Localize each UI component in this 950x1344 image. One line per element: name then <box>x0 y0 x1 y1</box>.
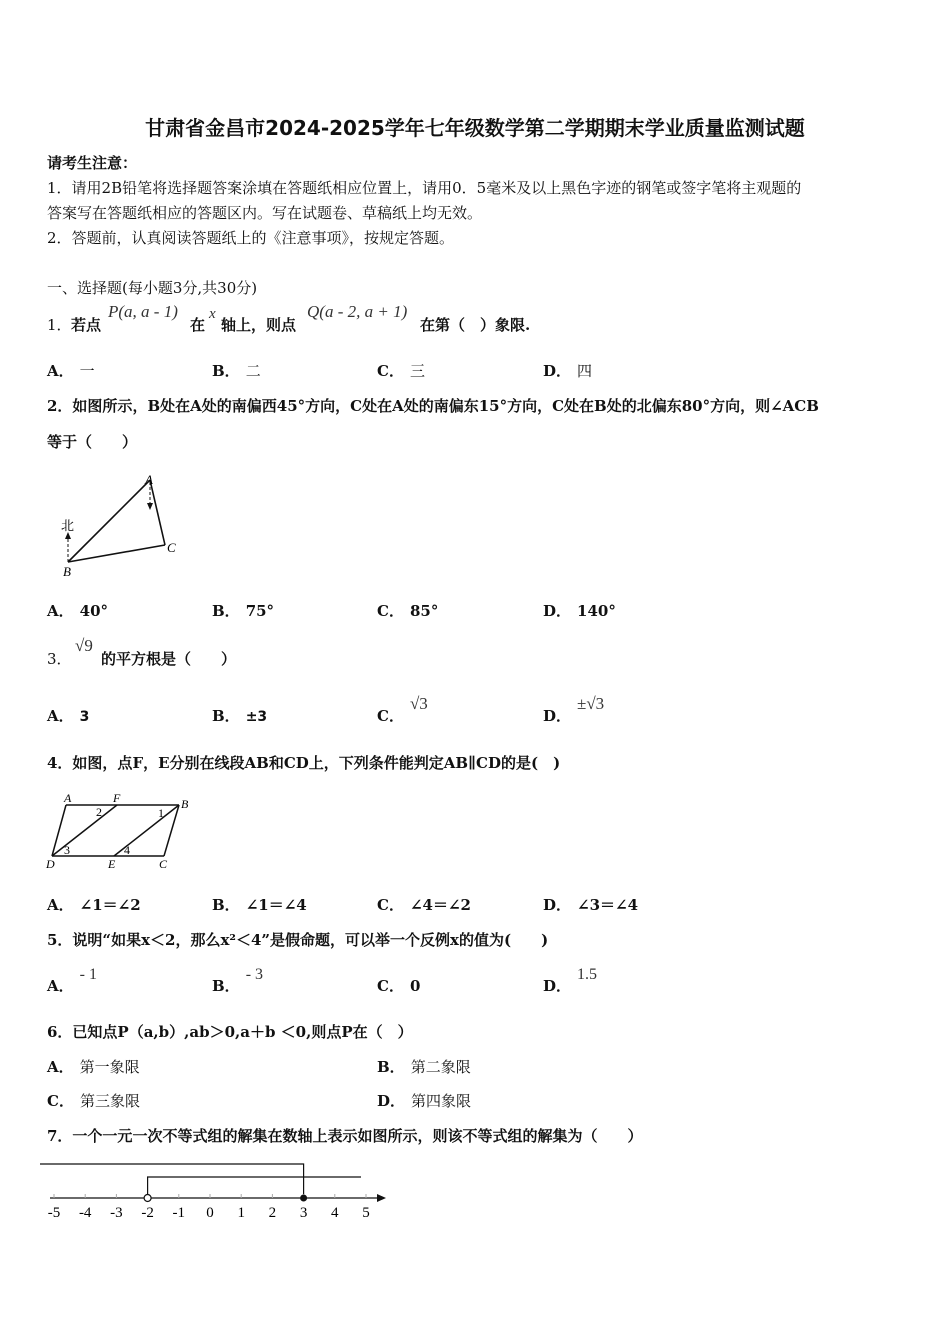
angle-2-label: 2 <box>96 805 102 819</box>
q3-option-c: C．√3 <box>377 694 428 725</box>
q4-option-b: B． ∠1＝∠4 <box>212 896 307 914</box>
q5-option-b: B．- 3 <box>212 966 264 995</box>
q3-number: 3． <box>47 650 72 668</box>
q1-option-c: C． 三 <box>377 362 425 380</box>
q1-number: 1． <box>47 316 72 334</box>
point-a-label: A <box>64 791 72 805</box>
segment-fd <box>52 805 117 856</box>
q5-option-d: D．1.5 <box>543 966 598 995</box>
section-heading: 一、选择题(每小题3分,共30分) <box>47 279 258 297</box>
q6-option-d: D． 第四象限 <box>377 1092 472 1110</box>
q6-text: 6．已知点P（a,b）,ab＞0,a＋b ＜0,则点P在（ ） <box>47 1023 413 1041</box>
angle-1-label: 1 <box>158 806 164 820</box>
q1-option-b: B． 二 <box>212 362 261 380</box>
q1-text-3: 轴上，则点 <box>221 316 297 334</box>
q1-option-d: D． 四 <box>543 362 593 380</box>
point-e-label: E <box>108 857 116 871</box>
q2-option-b: B． 75° <box>212 602 275 620</box>
axis-tick-label: -1 <box>172 1205 186 1221</box>
point-b-label: B <box>63 564 71 579</box>
point-d-label: D <box>46 857 55 871</box>
q4-option-d: D． ∠3＝∠4 <box>543 896 639 914</box>
q2-option-d: D． 140° <box>543 602 616 620</box>
q2-text-line-1: 2．如图所示，B处在A处的南偏西45°方向，C处在A处的南偏东15°方向，C处在B处的北偏东80°方向，则∠ACB <box>47 397 819 415</box>
q4-option-c: C． ∠4＝∠2 <box>377 896 471 914</box>
q6-option-a: A． 第一象限 <box>47 1058 140 1076</box>
notice-line-2: 2．答题前，认真阅读答题纸上的《注意事项》，按规定答题。 <box>47 229 455 247</box>
bracket-greater-than <box>148 1177 361 1194</box>
q1-text-2: 在 <box>190 316 206 334</box>
axis-tick-label: -3 <box>110 1205 123 1221</box>
q7-text: 7．一个一元一次不等式组的解集在数轴上表示如图所示，则该不等式组的解集为（ ） <box>47 1127 643 1145</box>
q4-text: 4．如图，点F，E分别在线段AB和CD上，下列条件能判定AB∥CD的是( ) <box>47 754 561 772</box>
q4-figure <box>44 790 204 872</box>
segment-bc <box>164 805 179 856</box>
q1-formula-q: Q(a - 2, a + 1) <box>307 302 408 321</box>
axis-tick-label: 3 <box>299 1205 308 1221</box>
closed-point <box>300 1195 307 1202</box>
q2-option-a: A． 40° <box>47 602 109 620</box>
axis-tick-label: 2 <box>268 1205 277 1221</box>
q5-option-a: A．- 1 <box>47 966 97 995</box>
axis-tick-label: -4 <box>78 1205 92 1221</box>
axis-tick-label: 1 <box>237 1205 245 1221</box>
point-b-label: B <box>181 797 189 811</box>
open-point <box>144 1195 151 1202</box>
q1-formula-p: P(a, a - 1) <box>108 302 178 321</box>
point-f-label: F <box>113 791 121 805</box>
point-c-label: C <box>167 540 176 555</box>
q2-option-c: C． 85° <box>377 602 439 620</box>
axis-tick-label: 5 <box>362 1205 370 1221</box>
q1-text-1: 若点 <box>71 316 102 334</box>
q2-text-line-2: 等于（ ） <box>47 433 138 451</box>
axis-tick-label: 4 <box>331 1205 339 1221</box>
q6-option-b: B． 第二象限 <box>377 1058 471 1076</box>
axis-tick-label: -5 <box>47 1205 61 1221</box>
south-arrow-icon <box>147 503 153 510</box>
axis-tick-label: -2 <box>141 1205 154 1221</box>
q7-number-line <box>40 1155 390 1225</box>
notice-line-1b: 答案写在答题纸相应的答题区内。写在试题卷、草稿纸上均无效。 <box>47 204 483 222</box>
q3-option-a: A． 3 <box>47 707 90 725</box>
q3-text: 的平方根是（ ） <box>101 650 237 668</box>
angle-3-label: 3 <box>64 843 70 857</box>
bracket-less-equal <box>40 1164 304 1194</box>
point-a-label: A <box>145 472 153 487</box>
q1-option-a: A． 一 <box>47 362 95 380</box>
q4-option-a: A． ∠1＝∠2 <box>47 896 141 914</box>
q2-figure <box>50 470 190 585</box>
q3-radical: √9 <box>75 636 93 655</box>
axis-arrow-icon <box>377 1194 386 1202</box>
notice-heading: 请考生注意： <box>47 154 138 172</box>
axis-tick-label: 0 <box>206 1205 214 1221</box>
north-label: 北 <box>61 518 75 533</box>
north-arrow-icon <box>65 532 71 539</box>
q5-option-c: C． 0 <box>377 977 421 995</box>
q6-option-c: C． 第三象限 <box>47 1092 140 1110</box>
q5-text: 5．说明“如果x＜2，那么x²＜4”是假命题，可以举一个反例x的值为( ) <box>47 931 549 949</box>
angle-4-label: 4 <box>124 843 130 857</box>
q3-option-b: B． ±3 <box>212 707 268 725</box>
line-ac <box>150 480 165 545</box>
q3-option-d: D．±√3 <box>543 694 605 725</box>
q1-formula-x: x <box>209 306 216 322</box>
page-title: 甘肃省金昌市2024-2025学年七年级数学第二学期期末学业质量监测试题 <box>145 116 805 140</box>
point-c-label: C <box>159 857 168 871</box>
q1-text-4: 在第（ ）象限. <box>420 316 531 334</box>
notice-line-1: 1．请用2B铅笔将选择题答案涂填在答题纸相应位置上，请用0．5毫米及以上黑色字迹的钢笔或签字笔将主观题的 <box>47 179 802 197</box>
